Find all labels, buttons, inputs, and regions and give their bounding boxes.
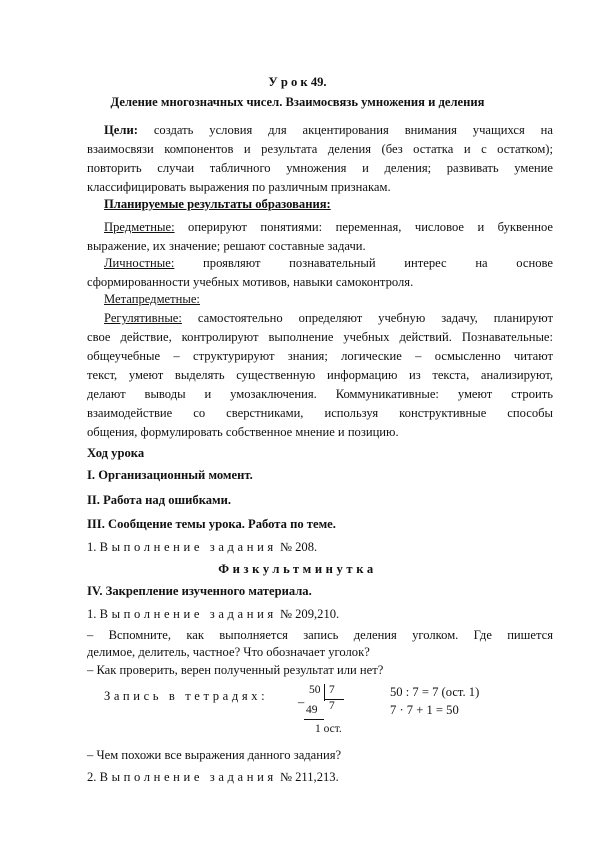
stage-4: IV. Закрепление изученного материала. — [87, 584, 312, 598]
goals-line-4: классифицировать выражения по различным признакам. — [87, 180, 391, 194]
personal-line-1: Личностные: проявляют познавательный интерес на основе — [104, 256, 554, 270]
meta-label: Метапредметные: — [104, 292, 200, 306]
goals-line-3: повторить случаи табличного умножения и деления; развивать умение — [87, 161, 553, 175]
question-3: – Чем похожи все выражения данного задания? — [87, 748, 342, 762]
meta-line-3: общеучебные – структурируют знания; логические – осмысленно читают — [87, 349, 553, 363]
personal-line-2: сформированности учебных мотивов, навыки самоконтроля. — [87, 275, 414, 289]
meta-line-4: текст, умеют выделять существенную информацию из текста, анализируют, — [87, 368, 553, 382]
subject-line-2: выражение, их значение; решают составные задачи. — [87, 239, 366, 253]
long-division-dividend: 50 — [309, 684, 321, 696]
task-1: 1. Выполнение задания № 208. — [87, 540, 318, 554]
stage-1: I. Организационный момент. — [87, 468, 253, 482]
long-division-quotient: 7 — [329, 700, 335, 712]
equation-2: 7 · 7 + 1 = 50 — [390, 703, 459, 717]
task-3: 2. Выполнение задания № 211,213. — [87, 770, 339, 784]
long-division-minus: – — [298, 695, 305, 709]
results-heading: Планируемые результаты образования: — [104, 197, 331, 211]
regulative-label: Регулятивные: — [104, 311, 182, 325]
meta-line-5: делают выводы и умозаключения. Коммуникативные: умеют строить — [87, 387, 553, 401]
long-division-product: 49 — [306, 704, 318, 716]
personal-label: Личностные: — [104, 256, 175, 270]
goals-line-1: Цели: создать условия для акцентирования внимания учащихся на — [104, 123, 553, 137]
meta-line-2: свое действие, контролируют выполнение учебных действий. Познавательные: — [87, 330, 553, 344]
equation-1: 50 : 7 = 7 (ост. 1) — [390, 685, 480, 699]
subject-label: Предметные: — [104, 220, 175, 234]
meta-line-1: Регулятивные: самостоятельно определяют учебную задачу, планируют — [104, 311, 553, 325]
task-2: 1. Выполнение задания № 209,210. — [87, 607, 340, 621]
long-division-underline — [304, 719, 324, 720]
meta-line-6: взаимодействие со сверстниками, используя конструктивные способы — [87, 406, 553, 420]
long-division-divisor: 7 — [329, 684, 335, 696]
subject-line-1: Предметные: оперируют понятиями: переменная, числовое и буквенное — [104, 220, 553, 234]
question-1-line-2: делимое, делитель, частное? Что обозначает уголок? — [87, 645, 370, 659]
meta-line-7: общения, формулировать собственное мнение и позицию. — [87, 425, 399, 439]
long-division-remainder: 1 ост. — [315, 723, 342, 735]
lesson-flow-heading: Ход урока — [87, 446, 145, 460]
fizminutka-heading: Физкультминутка — [218, 562, 377, 576]
question-1-line-1: – Вспомните, как выполняется запись деления уголком. Где пишется — [87, 628, 553, 642]
question-2: – Как проверить, верен полученный результат или нет? — [87, 663, 384, 677]
notebook-label: Запись в тетрадях: — [104, 689, 269, 703]
stage-2: II. Работа над ошибками. — [87, 493, 232, 507]
goals-line-2: взаимосвязи компонентов и результата деления (без остатка и с остатком); — [87, 142, 553, 156]
goals-label: Цели: — [104, 123, 138, 137]
lesson-topic: Деление многозначных чисел. Взаимосвязь умножения и деления — [110, 95, 485, 109]
lesson-title: У р о к 49. — [268, 75, 327, 89]
stage-3: III. Сообщение темы урока. Работа по теме. — [87, 517, 336, 531]
